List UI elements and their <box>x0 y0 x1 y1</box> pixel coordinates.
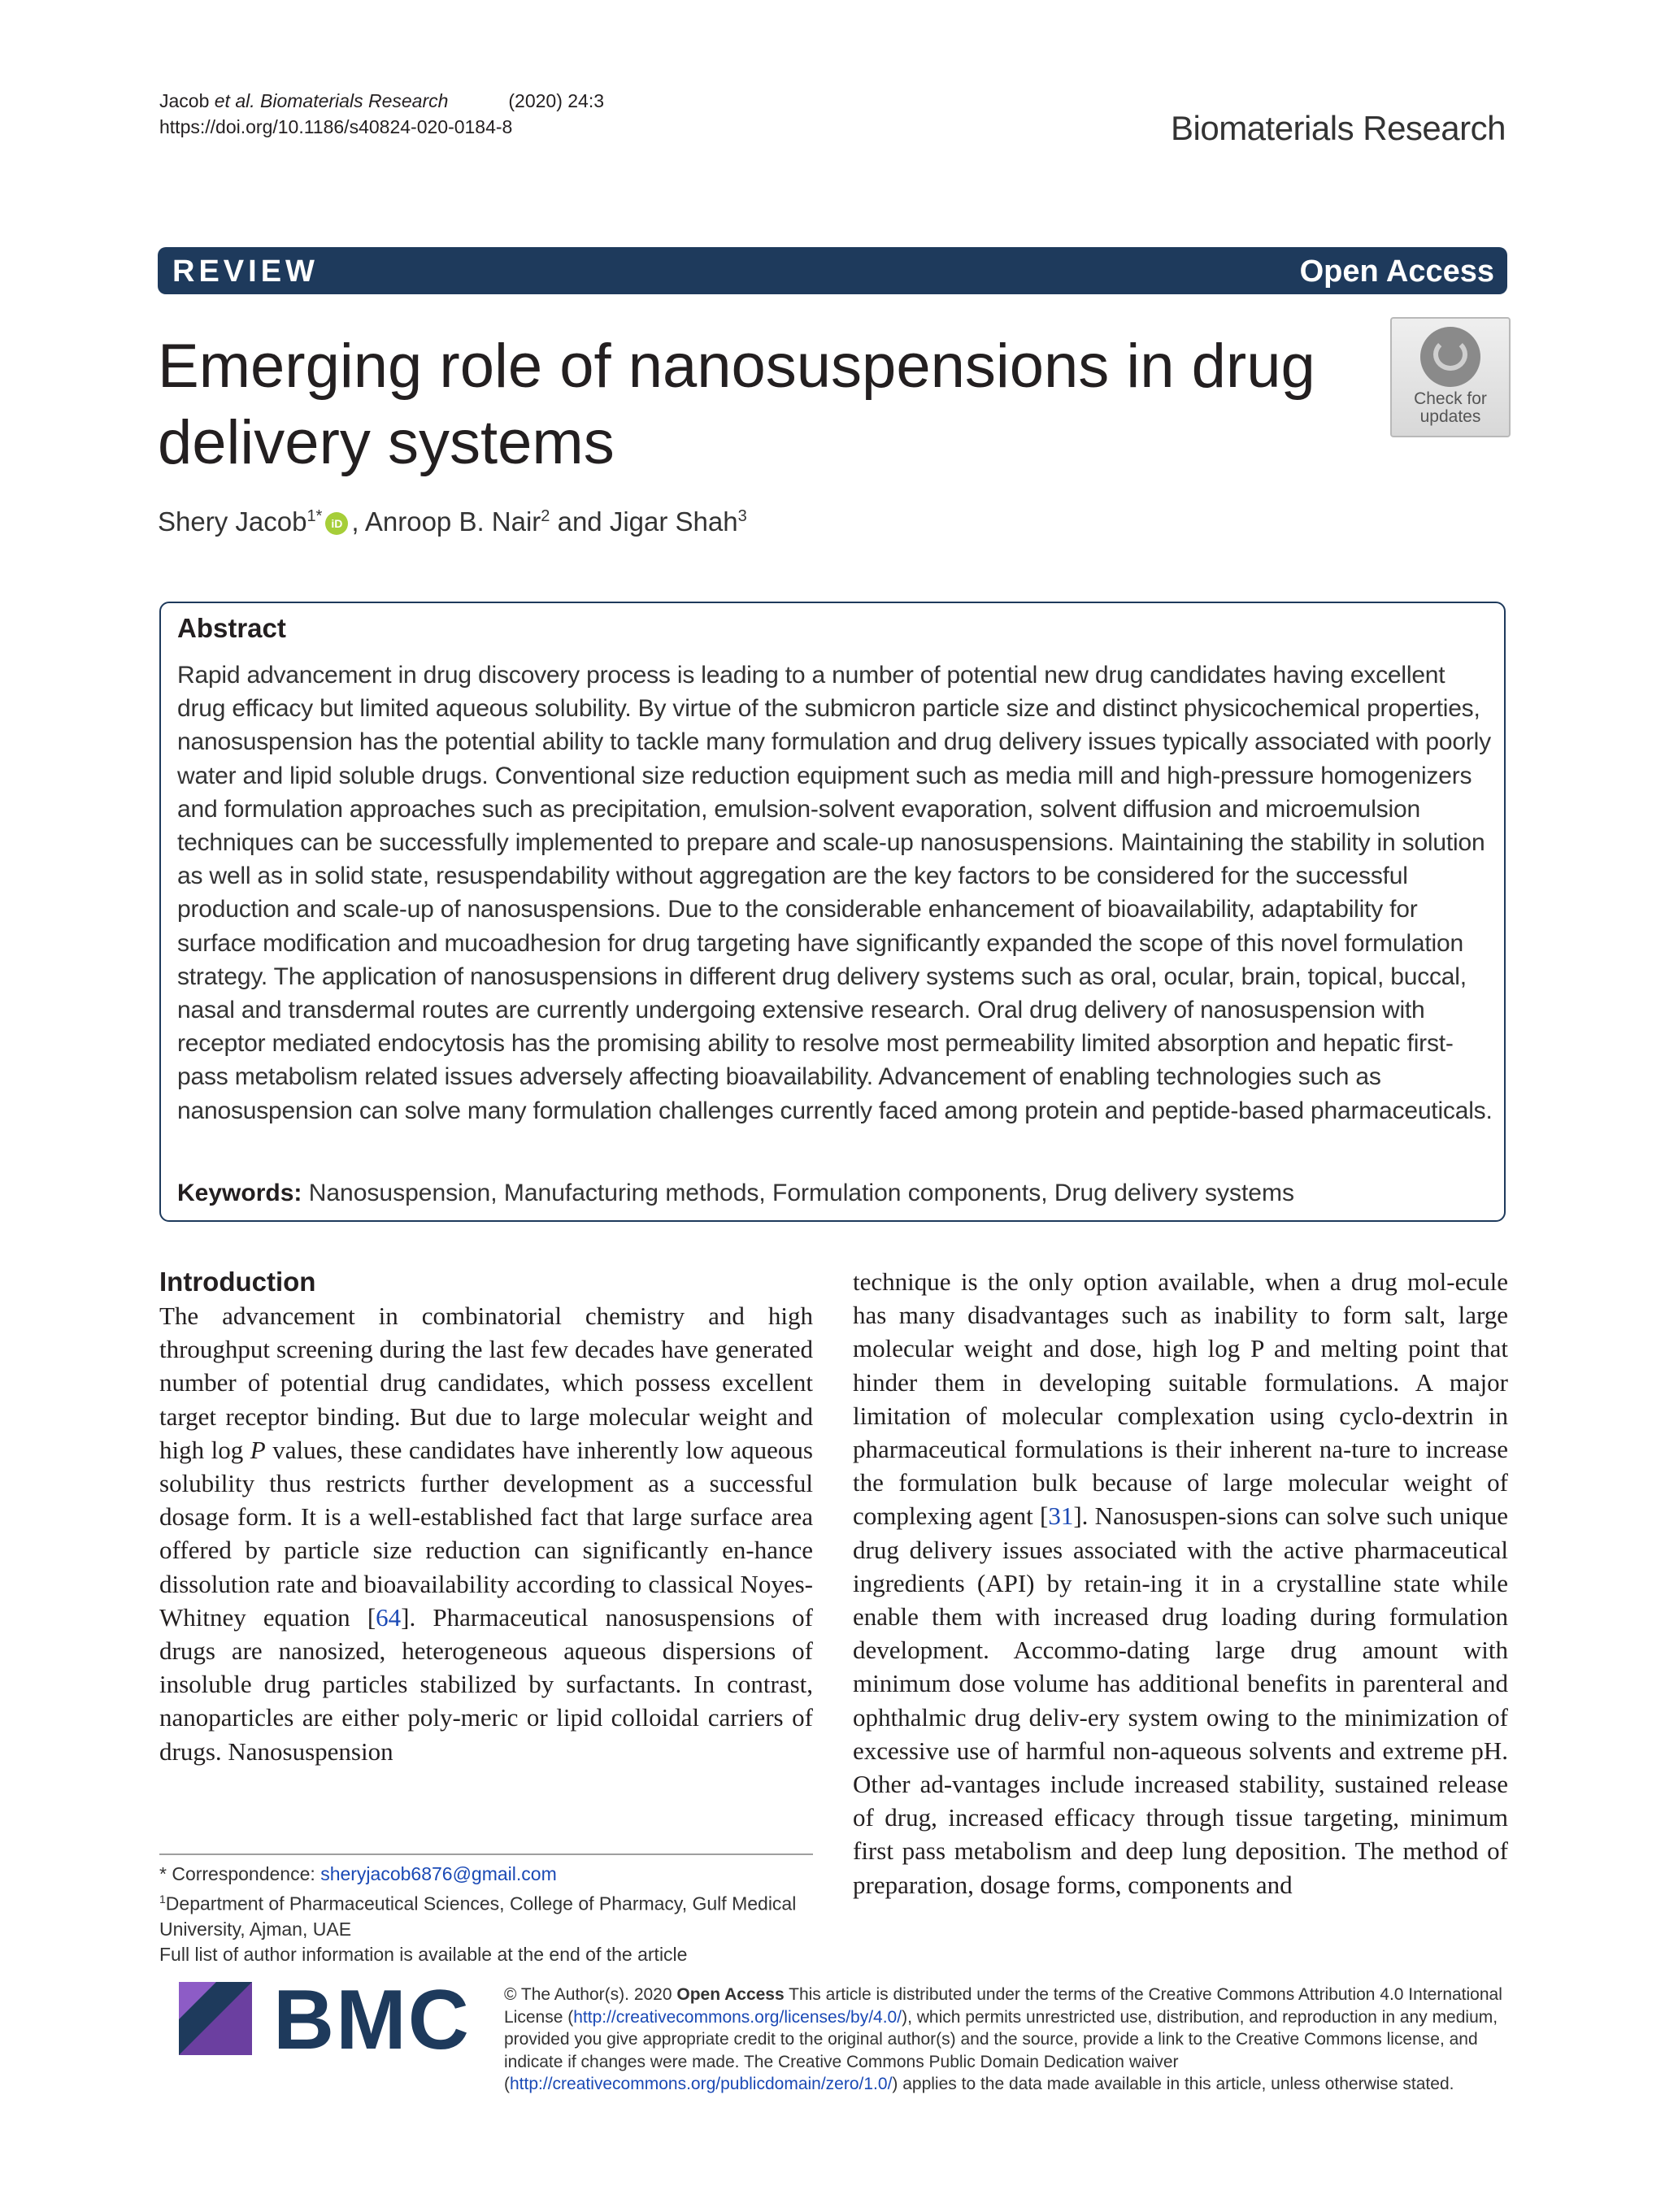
author-affiliation-sup: 2 <box>541 507 550 525</box>
keywords <box>177 1177 1494 1210</box>
article-title: Emerging role of nanosuspensions in drug delivery systems <box>158 332 1315 477</box>
citation-authors: Jacob <box>159 90 215 111</box>
affiliation-sup: 1 <box>159 1893 166 1906</box>
check-updates-line2: updates <box>1419 407 1481 426</box>
author-info-note: Full list of author information is available at the end of the article <box>159 1943 688 1965</box>
check-updates-icon <box>1420 327 1480 387</box>
license-statement <box>504 1984 1506 2096</box>
citation-line <box>159 88 604 114</box>
abstract-heading: Abstract <box>177 613 286 643</box>
affiliation-line <box>159 1887 813 1942</box>
left-column <box>159 1265 813 1768</box>
body-text-segment: technique is the only option available, when a drug mol-ecule has many disadvantages such as inability to form salt, large molecular weight and dose, high log P and melting point that hinder them in developing suitable formulations. A major limitation of molecular complexation using cyclo-dextrin in pharmaceutical formulations is their inherent na-ture to increase the formulation bulk because of large molecular weight of complexing agent [ <box>853 1267 1508 1531</box>
license-link[interactable]: http://creativecommons.org/licenses/by/4.0/ <box>573 2007 902 2027</box>
check-updates-label <box>1392 390 1509 426</box>
public-domain-link[interactable]: http://creativecommons.org/publicdomain/zero/1.0/ <box>510 2075 893 2093</box>
section-heading-introduction: Introduction <box>159 1267 316 1297</box>
license-text: This article is distributed under the terms of the Creative Commons Attribution 4.0 International License ( <box>504 1985 1502 2027</box>
citation-link[interactable]: 31 <box>1048 1501 1074 1531</box>
journal-brand: Biomaterials Research <box>1170 109 1506 147</box>
footnote <box>159 1853 813 1967</box>
body-text-segment: values, these candidates have inherently low aqueous solubility thus restricts further development as a successful dosage form. It is a well-established fact that large surface area offered by particle size reduction can significantly en-hance dissolution rate and bioavailability according to classical Noyes-Whitney equation [ <box>159 1435 813 1632</box>
correspondence-label: * Correspondence: <box>159 1863 321 1884</box>
article-type-label: REVIEW <box>172 254 319 289</box>
author-list <box>158 498 747 541</box>
body-text-segment: The advancement in combinatorial chemistry and high throughput screening during the last few decades have generated number of potential drug candidates, which possess excellent target receptor binding. But due to large molecular weight and high log <box>159 1302 813 1464</box>
article-type-bar <box>158 247 1507 294</box>
author-affiliation-sup: 3 <box>737 507 747 525</box>
body-text-segment: ]. Pharmaceutical nanosuspensions of drugs are nanosized, heterogeneous aqueous dispersions of insoluble drug particles stabilized by surfactants. In contrast, nanoparticles are either poly-meric or lipid colloidal carriers of drugs. Nanosuspension <box>159 1602 814 1766</box>
italic-symbol: P <box>250 1435 266 1464</box>
citation-journal: et al. Biomaterials Research <box>214 90 449 111</box>
abstract-text: Rapid advancement in drug discovery process is leading to a number of potential new drug candidates having excellent drug efficacy but limited aqueous solubility. By virtue of the submicron particle size and distinct physicochemical properties, nanosuspension has the potential ability to tackle many formulation and drug delivery issues typically associated with poorly water and lipid soluble drugs. Conventional size reduction equipment such as media mill and high-pressure homogenizers and formulation approaches such as precipitation, emulsion-solvent evaporation, solvent diffusion and microemulsion techniques can be successfully implemented to prepare and scale-up nanosuspensions. Maintaining the stability in solution as well as in solid state, resuspendability without aggregation are the key factors to be considered for the successful production and scale-up of nanosuspensions. Due to the considerable enhancement of bioavailability, adaptability for surface modification and mucoadhesion for drug targeting have significantly expanded the scope of this novel formulation strategy. The application of nanosuspensions in different drug delivery systems such as oral, ocular, brain, topical, buccal, nasal and transdermal routes are currently undergoing extensive research. Oral drug delivery of nanosuspension with receptor mediated endocytosis has the promising ability to resolve most permeability limited absorption and hepatic first-pass metabolism related issues adversely affecting bioavailability. Advancement of enabling technologies such as nanosuspension can solve many formulation challenges currently faced among protein and peptide-based pharmaceuticals. <box>177 662 1493 1124</box>
keywords-label: Keywords: <box>177 1180 302 1206</box>
correspondence-line <box>159 1862 813 1887</box>
author-name[interactable]: and Jigar Shah <box>550 506 738 537</box>
author-affiliation-sup: 1* <box>306 507 323 525</box>
body-paragraph <box>853 1265 1508 1901</box>
open-access-label: Open Access <box>1299 254 1494 289</box>
abstract-box <box>159 602 1506 1222</box>
author-name[interactable]: , Anroop B. Nair <box>351 506 541 537</box>
license-text: © The Author(s). 2020 <box>504 1985 677 2004</box>
check-for-updates-button[interactable] <box>1390 317 1511 437</box>
body-paragraph <box>159 1299 813 1768</box>
right-column <box>853 1265 1508 1901</box>
license-open-access: Open Access <box>676 1985 785 2004</box>
citation-link[interactable]: 64 <box>376 1602 402 1632</box>
doi-link[interactable]: https://doi.org/10.1186/s40824-020-0184-8 <box>159 116 513 137</box>
bmc-logo-icon <box>179 1982 252 2055</box>
keywords-list: Nanosuspension, Manufacturing methods, Formulation components, Drug delivery systems <box>302 1180 1294 1206</box>
orcid-icon[interactable]: iD <box>325 512 348 535</box>
check-updates-line1: Check for <box>1414 389 1487 408</box>
license-text: ) applies to the data made available in this article, unless otherwise stated. <box>892 2075 1454 2093</box>
bmc-logo-text: BMC <box>273 1973 471 2067</box>
body-text-segment: ]. Nanosuspen-sions can solve such unique drug delivery issues associated with the active pharmaceutical ingredients (API) by retain-ing it in a crystalline state while enable them with increased drug loading during formulation development. Accommo-dating large drug amount with minimum dose volume has additional benefits in parenteral and ophthalmic drug deliv-ery system owing to the minimization of excessive use of harmful non-aqueous solvents and extreme pH. Other ad-vantages include increased stability, sustained release of drug, increased efficacy through tissue targeting, minimum first pass metabolism and deep lung deposition. The method of preparation, dosage forms, components and <box>853 1501 1508 1899</box>
correspondence-email-link[interactable]: sheryjacob6876@gmail.com <box>320 1863 557 1884</box>
running-header <box>159 88 604 140</box>
affiliation-text: Department of Pharmaceutical Sciences, College of Pharmacy, Gulf Medical University, Ajman, UAE <box>159 1893 797 1940</box>
bmc-logo <box>179 1973 472 2067</box>
author-name[interactable]: Shery Jacob <box>158 506 307 537</box>
license-text: ), which permits unrestricted use, distribution, and reproduction in any medium, provided you give appropriate credit to the original author(s) and the source, provide a link to the Creative Commons license, and indicate if changes were made. The Creative Commons Public Domain Dedication waiver ( <box>504 2007 1498 2093</box>
citation-year-volume: (2020) 24:3 <box>508 90 605 111</box>
